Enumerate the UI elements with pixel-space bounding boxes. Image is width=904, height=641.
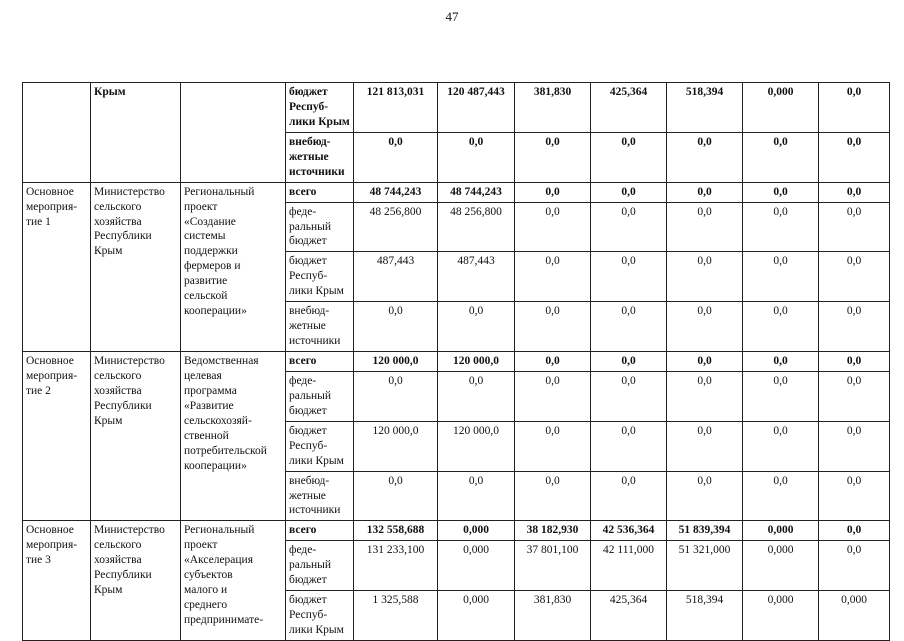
table-row <box>23 83 890 133</box>
project-cell <box>181 182 286 351</box>
funding-source-cell <box>286 352 354 372</box>
executor-text: Министерство <box>94 355 165 367</box>
event-text: тие 2 <box>26 384 51 397</box>
amount-cell: 120 000,0 <box>438 352 515 372</box>
amount-cell: 0,000 <box>438 521 515 541</box>
project-text: «Создание <box>184 215 236 228</box>
project-text: кооперации» <box>184 305 247 318</box>
amount-cell: 120 000,0 <box>354 352 438 372</box>
funding-source-cell <box>286 252 354 302</box>
executor-text: хозяйства <box>94 554 142 567</box>
funding-source-text: феде- <box>289 544 317 557</box>
project-text: Региональный <box>184 524 255 537</box>
amount-cell: 0,0 <box>743 182 819 202</box>
funding-source-text: источники <box>289 504 341 517</box>
executor-text: сельского <box>94 200 142 213</box>
funding-source-cell <box>286 471 354 521</box>
amount-cell: 0,0 <box>819 521 890 541</box>
funding-source-text: феде- <box>289 205 317 218</box>
funding-source-cell <box>286 83 354 133</box>
amount-cell: 0,0 <box>819 541 890 591</box>
funding-source-cell <box>286 132 354 182</box>
amount-cell: 0,0 <box>354 471 438 521</box>
amount-cell: 0,0 <box>667 202 743 252</box>
project-text: сельскохозяй- <box>184 414 252 427</box>
amount-cell: 425,364 <box>591 591 667 641</box>
executor-cell <box>91 521 181 641</box>
amount-cell: 0,0 <box>438 302 515 352</box>
amount-cell: 0,0 <box>515 132 591 182</box>
funding-source-text: жетные <box>289 320 326 333</box>
amount-cell: 0,0 <box>438 471 515 521</box>
amount-cell: 0,0 <box>591 371 667 421</box>
amount-cell: 381,830 <box>515 83 591 133</box>
funding-source-text: источники <box>289 335 341 348</box>
page-number: 47 <box>445 9 459 24</box>
event-cell <box>23 182 91 351</box>
amount-cell: 0,0 <box>515 302 591 352</box>
executor-text: Республики <box>94 399 152 412</box>
project-text: проект <box>184 200 218 213</box>
amount-cell: 0,0 <box>819 182 890 202</box>
funding-source-cell <box>286 182 354 202</box>
amount-cell: 1 325,588 <box>354 591 438 641</box>
executor-cell <box>91 352 181 521</box>
amount-cell: 0,0 <box>743 202 819 252</box>
executor-text: Крым <box>94 245 123 258</box>
amount-cell: 0,0 <box>667 352 743 372</box>
amount-cell: 0,0 <box>819 252 890 302</box>
project-text: ственной <box>184 429 229 442</box>
funding-source-text: Респуб- <box>289 270 328 283</box>
funding-source-text: источники <box>289 165 345 178</box>
funding-source-text: бюджет <box>289 255 327 268</box>
amount-cell: 0,0 <box>591 471 667 521</box>
funding-source-text: внебюд- <box>289 305 330 318</box>
executor-text: Республики <box>94 230 152 243</box>
amount-cell: 51 839,394 <box>667 521 743 541</box>
executor-text: хозяйства <box>94 215 142 228</box>
amount-cell: 48 256,800 <box>354 202 438 252</box>
funding-source-text: внебюд- <box>289 135 331 148</box>
project-cell <box>181 521 286 641</box>
table-row <box>23 352 890 372</box>
amount-cell: 0,0 <box>354 302 438 352</box>
amount-cell: 0,0 <box>819 371 890 421</box>
amount-cell: 42 111,000 <box>591 541 667 591</box>
amount-cell: 0,0 <box>515 182 591 202</box>
amount-cell: 38 182,930 <box>515 521 591 541</box>
amount-cell: 0,0 <box>819 471 890 521</box>
project-text: «Развитие <box>184 399 234 412</box>
table-row <box>23 182 890 202</box>
amount-cell: 0,0 <box>667 252 743 302</box>
amount-cell: 381,830 <box>515 591 591 641</box>
amount-cell: 0,000 <box>743 591 819 641</box>
amount-cell: 132 558,688 <box>354 521 438 541</box>
amount-cell: 120 000,0 <box>354 421 438 471</box>
event-text: мероприя- <box>26 539 78 552</box>
amount-cell: 0,0 <box>515 252 591 302</box>
executor-text: Крым <box>94 86 126 98</box>
amount-cell: 0,0 <box>819 83 890 133</box>
funding-source-text: всего <box>289 524 317 537</box>
amount-cell: 0,0 <box>515 371 591 421</box>
funding-source-text: всего <box>289 355 317 367</box>
amount-cell: 0,0 <box>438 132 515 182</box>
funding-source-cell <box>286 302 354 352</box>
funding-source-text: бюджет <box>289 574 327 587</box>
project-text: развитие <box>184 275 228 288</box>
amount-cell: 0,0 <box>819 352 890 372</box>
amount-cell: 0,0 <box>819 302 890 352</box>
amount-cell: 0,0 <box>515 421 591 471</box>
amount-cell: 0,0 <box>591 182 667 202</box>
amount-cell: 0,0 <box>743 252 819 302</box>
amount-cell: 0,0 <box>591 302 667 352</box>
executor-cell <box>91 83 181 183</box>
amount-cell: 0,0 <box>667 471 743 521</box>
funding-source-text: Респуб- <box>289 100 329 113</box>
amount-cell: 120 000,0 <box>438 421 515 471</box>
executor-text: Республики <box>94 569 152 582</box>
executor-text: Крым <box>94 414 123 427</box>
amount-cell: 0,0 <box>591 202 667 252</box>
amount-cell: 120 487,443 <box>438 83 515 133</box>
project-text: среднего <box>184 599 228 612</box>
project-text: субъектов <box>184 569 233 582</box>
event-text: Основное <box>26 185 74 198</box>
amount-cell: 0,0 <box>591 252 667 302</box>
funding-source-text: бюджет <box>289 404 327 417</box>
funding-source-cell <box>286 371 354 421</box>
amount-cell: 425,364 <box>591 83 667 133</box>
event-text: мероприя- <box>26 200 78 213</box>
amount-cell: 0,0 <box>515 352 591 372</box>
amount-cell: 0,0 <box>743 371 819 421</box>
project-text: программа <box>184 384 237 397</box>
amount-cell: 0,0 <box>743 421 819 471</box>
funding-source-cell <box>286 421 354 471</box>
project-text: фермеров и <box>184 260 241 273</box>
amount-cell: 0,0 <box>667 371 743 421</box>
amount-cell: 0,000 <box>438 541 515 591</box>
project-text: «Акселерация <box>184 554 253 567</box>
amount-cell: 0,0 <box>667 132 743 182</box>
amount-cell: 0,0 <box>819 421 890 471</box>
amount-cell: 0,0 <box>743 471 819 521</box>
amount-cell: 0,0 <box>667 302 743 352</box>
event-cell <box>23 352 91 521</box>
executor-text: Министерство <box>94 524 165 537</box>
amount-cell: 0,0 <box>354 371 438 421</box>
funding-source-text: внебюд- <box>289 474 330 487</box>
funding-source-cell <box>286 541 354 591</box>
amount-cell: 0,000 <box>743 541 819 591</box>
funding-source-text: феде- <box>289 374 317 387</box>
executor-text: Министерство <box>94 185 165 198</box>
funding-source-text: жетные <box>289 150 329 163</box>
funding-source-text: ральный <box>289 389 331 402</box>
amount-cell: 0,0 <box>438 371 515 421</box>
event-text: тие 1 <box>26 215 51 228</box>
project-text: Региональный <box>184 185 255 198</box>
amount-cell: 0,0 <box>515 202 591 252</box>
funding-source-text: жетные <box>289 489 326 502</box>
amount-cell: 0,0 <box>819 132 890 182</box>
funding-source-cell <box>286 521 354 541</box>
amount-cell: 0,0 <box>591 421 667 471</box>
amount-cell: 0,000 <box>743 521 819 541</box>
amount-cell: 487,443 <box>438 252 515 302</box>
amount-cell: 131 233,100 <box>354 541 438 591</box>
amount-cell: 0,0 <box>591 132 667 182</box>
project-text: поддержки <box>184 245 238 258</box>
project-cell <box>181 352 286 521</box>
project-text: проект <box>184 539 218 552</box>
amount-cell: 518,394 <box>667 591 743 641</box>
event-cell <box>23 521 91 641</box>
funding-source-text: лики Крым <box>289 624 344 636</box>
funding-source-text: ральный <box>289 220 331 233</box>
executor-text: сельского <box>94 369 142 382</box>
project-text: кооперации» <box>184 459 247 472</box>
amount-cell: 0,000 <box>438 591 515 641</box>
table-row <box>23 521 890 541</box>
project-text: целевая <box>184 369 222 382</box>
amount-cell: 487,443 <box>354 252 438 302</box>
amount-cell: 0,0 <box>819 202 890 252</box>
amount-cell: 0,0 <box>743 132 819 182</box>
amount-cell: 0,0 <box>667 182 743 202</box>
funding-source-text: лики Крым <box>289 115 350 128</box>
funding-source-text: лики Крым <box>289 285 344 298</box>
event-text: Основное <box>26 524 74 537</box>
funding-source-text: бюджет <box>289 594 327 607</box>
event-text: тие 3 <box>26 554 51 567</box>
budget-table <box>22 82 890 641</box>
amount-cell: 121 813,031 <box>354 83 438 133</box>
project-text: предпринимате- <box>184 614 264 626</box>
executor-text: Крым <box>94 584 123 597</box>
amount-cell: 42 536,364 <box>591 521 667 541</box>
amount-cell: 0,000 <box>819 591 890 641</box>
project-text: сельской <box>184 290 228 303</box>
project-text: малого и <box>184 584 228 597</box>
amount-cell: 0,0 <box>354 132 438 182</box>
amount-cell: 0,000 <box>743 83 819 133</box>
amount-cell: 0,0 <box>667 421 743 471</box>
funding-source-text: Респуб- <box>289 439 328 452</box>
amount-cell: 51 321,000 <box>667 541 743 591</box>
funding-source-text: Респуб- <box>289 609 328 622</box>
funding-source-text: всего <box>289 185 317 198</box>
event-text: мероприя- <box>26 369 78 382</box>
amount-cell: 48 744,243 <box>354 182 438 202</box>
amount-cell: 0,0 <box>743 302 819 352</box>
project-text: системы <box>184 230 226 243</box>
project-text: Ведомственная <box>184 355 259 367</box>
funding-source-text: бюджет <box>289 86 328 98</box>
event-cell <box>23 83 91 183</box>
executor-text: хозяйства <box>94 384 142 397</box>
funding-source-cell <box>286 202 354 252</box>
project-cell <box>181 83 286 183</box>
funding-source-text: ральный <box>289 559 331 572</box>
funding-source-text: лики Крым <box>289 454 344 467</box>
funding-source-text: бюджет <box>289 235 327 248</box>
funding-source-text: бюджет <box>289 424 327 437</box>
amount-cell: 0,0 <box>743 352 819 372</box>
amount-cell: 0,0 <box>591 352 667 372</box>
project-text: потребительской <box>184 444 267 457</box>
amount-cell: 37 801,100 <box>515 541 591 591</box>
funding-source-cell <box>286 591 354 641</box>
executor-cell <box>91 182 181 351</box>
executor-text: сельского <box>94 539 142 552</box>
amount-cell: 518,394 <box>667 83 743 133</box>
amount-cell: 0,0 <box>515 471 591 521</box>
event-text: Основное <box>26 355 74 367</box>
amount-cell: 48 744,243 <box>438 182 515 202</box>
amount-cell: 48 256,800 <box>438 202 515 252</box>
